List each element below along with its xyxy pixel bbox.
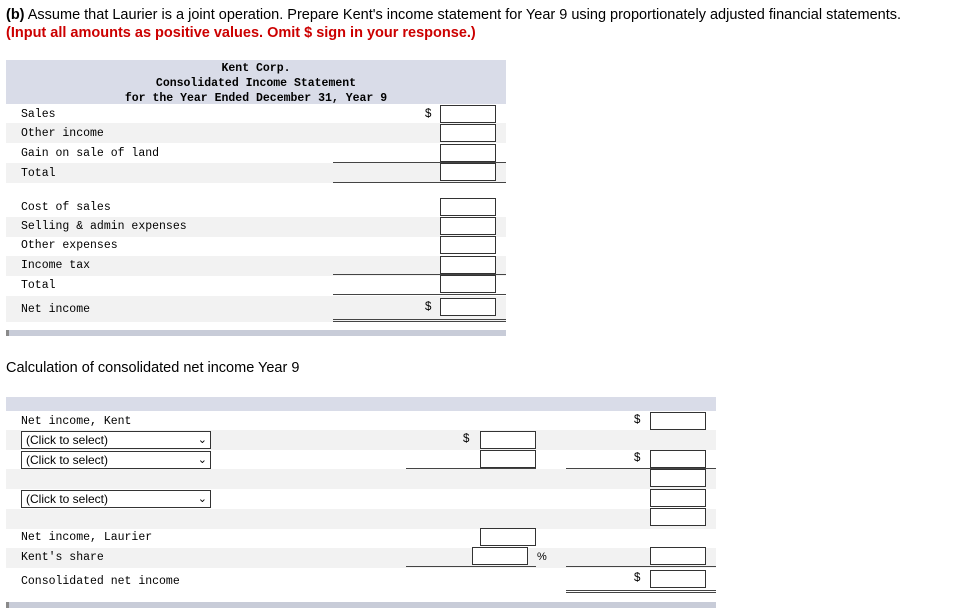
part-label: (b) [6,7,25,23]
subtotal-amount-field[interactable] [651,471,705,487]
adjustment-net-amount-field[interactable] [651,452,705,468]
cost-of-sales-amount-field[interactable] [441,200,495,216]
currency-symbol: $ [463,433,470,445]
label-kents-share: Kent's share [21,551,104,564]
adjustment-select-3[interactable] [21,490,211,508]
double-underline [566,590,716,593]
row-label-sales: Sales [21,108,56,121]
row-label-net-income: Net income [21,303,91,316]
select-value: (Click to select) [26,453,109,467]
sales-amount-field[interactable] [441,107,495,123]
calculation-title: Calculation of consolidated net income Year 9 [6,360,300,376]
net-income-amount-input[interactable] [440,298,496,316]
adjustment-2-amount-field[interactable] [481,452,535,468]
subtotal-rule [333,274,506,275]
row-label-total-expenses: Total [21,279,56,292]
adjusted-net-income-input[interactable] [650,508,706,526]
subtotal-rule [566,468,716,469]
net-income-amount-field[interactable] [441,300,495,316]
row-label-total-revenue: Total [21,167,56,180]
prompt-text: Assume that Laurier is a joint operation. Prepare Kent's income statement for Year 9 using proportionately adjusted financial statements. [27,7,902,23]
selling-admin-amount-input[interactable] [440,217,496,235]
statement-title: Consolidated Income Statement [155,77,357,90]
kents-share-percent-field[interactable] [473,549,527,565]
other-expenses-amount-input[interactable] [440,236,496,254]
row-label-cost-of-sales: Cost of sales [21,201,111,214]
select-value: (Click to select) [26,492,109,506]
total-expenses-amount-field[interactable] [441,277,495,293]
subtotal-amount-input[interactable] [650,469,706,487]
chevron-down-icon: ⌄ [197,434,207,446]
adjustment-select-1[interactable] [21,431,211,449]
other-income-amount-input[interactable] [440,124,496,142]
instruction-text: (Input all amounts as positive values. Omit $ sign in your response.) [6,25,476,41]
footer-edge [6,602,9,608]
cost-of-sales-amount-input[interactable] [440,198,496,216]
total-rule [333,182,506,183]
calculation-footer [6,602,716,608]
total-revenue-amount-input[interactable] [440,163,496,181]
adjustment-1-amount-field[interactable] [481,433,535,449]
row-label-selling-admin: Selling & admin expenses [21,220,187,233]
statement-period: for the Year Ended December 31, Year 9 [124,92,388,105]
double-underline [333,319,506,322]
consolidated-net-income-input[interactable] [650,570,706,588]
chevron-down-icon: ⌄ [197,493,207,505]
total-rule [333,294,506,295]
currency-symbol: $ [425,301,432,313]
label-net-income-kent: Net income, Kent [21,415,132,428]
label-net-income-laurier: Net income, Laurier [21,531,153,544]
kents-share-amount-input[interactable] [650,547,706,565]
adjusted-net-income-field[interactable] [651,510,705,526]
subtotal-rule [406,468,536,469]
adjustment-1-amount-input[interactable] [480,431,536,449]
currency-symbol: $ [634,452,641,464]
adjustment-3-amount-input[interactable] [650,489,706,507]
row-shade [6,163,506,183]
selling-admin-amount-field[interactable] [441,219,495,235]
gain-land-amount-input[interactable] [440,144,496,162]
currency-symbol: $ [634,414,641,426]
currency-symbol: $ [634,572,641,584]
total-expenses-amount-input[interactable] [440,275,496,293]
currency-symbol: $ [425,108,432,120]
percent-symbol: % [537,551,547,563]
adjustment-net-amount-input[interactable] [650,450,706,468]
row-label-gain-on-sale-of-land: Gain on sale of land [21,147,160,160]
adjustment-3-amount-field[interactable] [651,491,705,507]
subtotal-rule [333,162,506,163]
calculation-header [6,397,716,411]
kents-share-percent-input[interactable] [472,547,528,565]
row-label-income-tax: Income tax [21,259,91,272]
row-shade [6,548,716,568]
kents-share-amount-field[interactable] [651,549,705,565]
adjustment-select-2[interactable] [21,451,211,469]
company-name: Kent Corp. [221,62,291,75]
row-label-other-income: Other income [21,127,104,140]
statement-footer [6,330,506,336]
income-tax-amount-input[interactable] [440,256,496,274]
label-consolidated-net-income: Consolidated net income [21,575,180,588]
other-expenses-amount-field[interactable] [441,238,495,254]
adjustment-2-amount-input[interactable] [480,450,536,468]
net-income-laurier-field[interactable] [481,530,535,546]
footer-edge [6,330,9,336]
question-prompt [6,6,936,42]
row-shade [6,469,716,489]
total-revenue-amount-field[interactable] [441,165,495,181]
subtotal-rule [406,566,536,567]
consolidated-net-income-field[interactable] [651,572,705,588]
net-income-laurier-input[interactable] [480,528,536,546]
net-income-kent-field[interactable] [651,414,705,430]
income-tax-amount-field[interactable] [441,258,495,274]
row-shade [6,509,716,529]
subtotal-rule [566,566,716,567]
row-label-other-expenses: Other expenses [21,239,118,252]
other-income-amount-field[interactable] [441,126,495,142]
net-income-kent-input[interactable] [650,412,706,430]
chevron-down-icon: ⌄ [197,454,207,466]
sales-amount-input[interactable] [440,105,496,123]
gain-land-amount-field[interactable] [441,146,495,162]
select-value: (Click to select) [26,433,109,447]
